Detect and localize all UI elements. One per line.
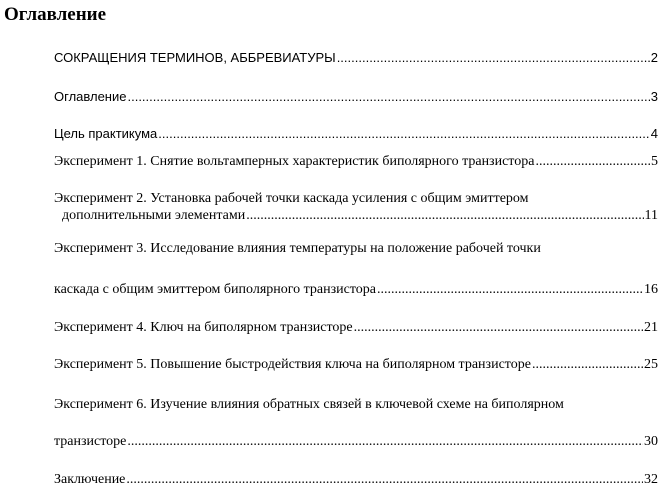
page-title: Оглавление — [4, 4, 107, 25]
toc-page-number: 11 — [644, 208, 658, 223]
toc-entry-experiment-2-line1[interactable]: Эксперимент 2. Установка рабочей точки каскада усиления с общим эмиттером — [54, 191, 529, 206]
toc-page-number: 32 — [644, 472, 658, 487]
dot-leader — [127, 89, 649, 104]
toc-page-number: 5 — [651, 154, 658, 169]
toc-entry-experiment-5[interactable] — [54, 357, 658, 373]
dot-leader — [127, 434, 643, 450]
dot-leader — [377, 282, 643, 298]
dot-leader — [126, 472, 643, 488]
toc-page-number: 30 — [644, 434, 658, 449]
toc-entry-contents[interactable] — [54, 89, 658, 104]
toc-entry-abbreviations[interactable] — [54, 50, 658, 65]
toc-entry-experiment-6[interactable] — [54, 434, 658, 450]
toc-entry-conclusion[interactable] — [54, 472, 658, 488]
toc-page-number: 2 — [650, 50, 658, 65]
toc-entry-text: транзисторе — [54, 434, 127, 449]
dot-leader — [246, 208, 643, 224]
dot-leader — [158, 126, 649, 141]
toc-entry-goal[interactable] — [54, 126, 658, 141]
toc-entry-experiment-4[interactable] — [54, 320, 658, 336]
toc-entry-experiment-6-line1[interactable]: Эксперимент 6. Изучение влияния обратных связей в ключевой схеме на биполярном — [54, 397, 564, 412]
toc-entry-text: Цель практикума — [54, 126, 158, 141]
toc-entry-experiment-3[interactable] — [54, 282, 658, 298]
toc-entry-experiment-1[interactable] — [54, 154, 658, 170]
toc-page-number: 21 — [644, 320, 658, 335]
toc-entry-text: дополнительными элементами — [62, 208, 246, 223]
dot-leader — [532, 357, 643, 373]
toc-page-number: 4 — [650, 126, 658, 141]
dot-leader — [354, 320, 643, 336]
toc-page-number: 25 — [644, 357, 658, 372]
toc-entry-experiment-3-line1[interactable]: Эксперимент 3. Исследование влияния температуры на положение рабочей точки — [54, 241, 541, 256]
dot-leader — [337, 50, 650, 65]
toc-entry-text: каскада с общим эмиттером биполярного транзистора — [54, 282, 377, 297]
toc-entry-text: Эксперимент 5. Повышение быстродействия ключа на биполярном транзисторе — [54, 357, 531, 372]
toc-page-number: 16 — [644, 282, 658, 297]
toc-entry-text: Заключение — [54, 472, 126, 487]
dot-leader — [535, 154, 650, 170]
toc-entry-text: Эксперимент 1. Снятие вольтамперных характеристик биполярного транзистора — [54, 154, 535, 169]
toc-entry-text: Эксперимент 4. Ключ на биполярном транзисторе — [54, 320, 353, 335]
toc-entry-text: СОКРАЩЕНИЯ ТЕРМИНОВ, АББРЕВИАТУРЫ — [54, 50, 336, 65]
toc-entry-text: Оглавление — [54, 89, 127, 104]
toc-entry-experiment-2[interactable] — [62, 208, 658, 224]
toc-page-number: 3 — [650, 89, 658, 104]
